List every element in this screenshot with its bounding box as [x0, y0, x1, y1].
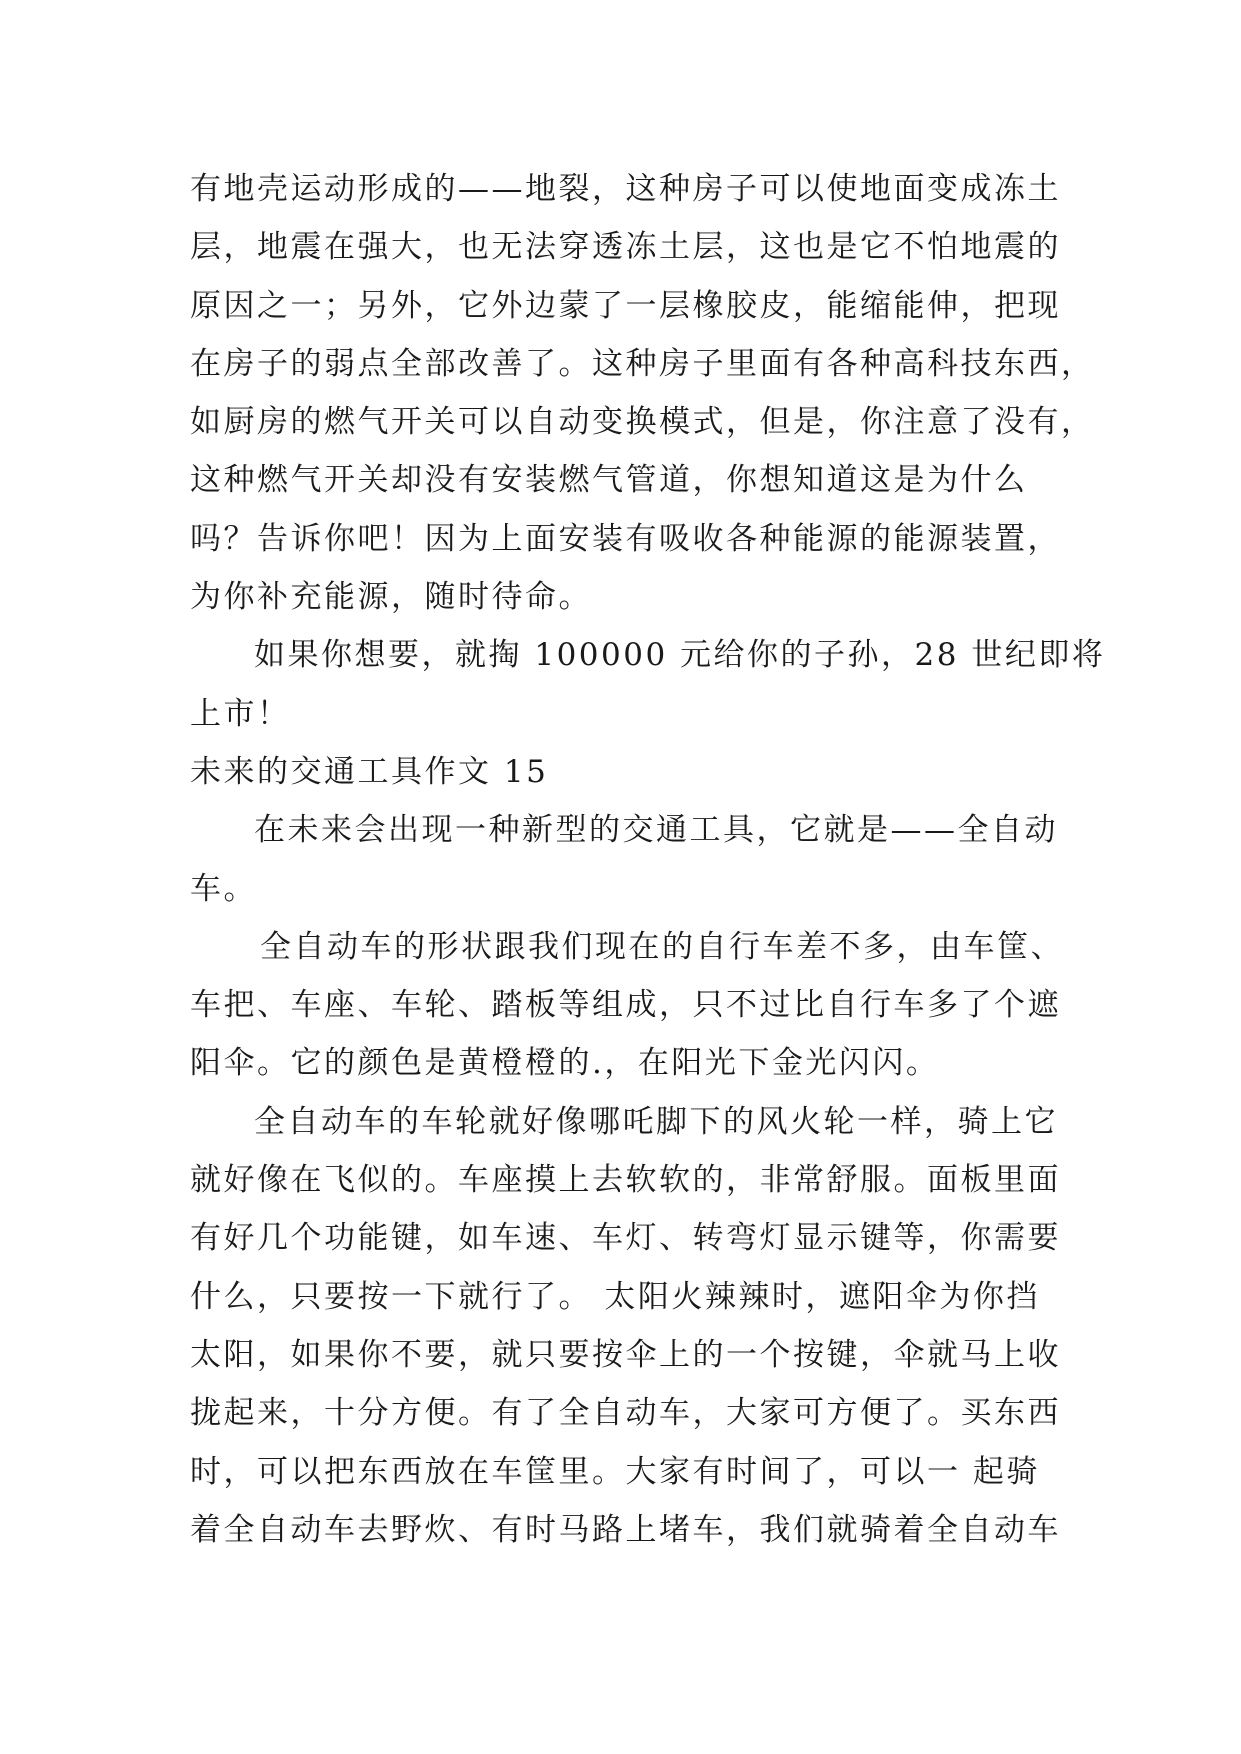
- text-line: 有地壳运动形成的——地裂，这种房子可以使地面变成冻土: [190, 171, 1061, 207]
- text-line: 车。: [190, 870, 257, 907]
- text-line: 如厨房的燃气开关可以自动变换模式，但是，你注意了没有，: [190, 404, 1095, 441]
- text-line: 这种燃气开关却没有安装燃气管道，你想知道这是为什么: [190, 462, 1028, 499]
- text-line: 层，地震在强大，也无法穿透冻土层，这也是它不怕地震的: [190, 229, 1061, 266]
- text-line: 在房子的弱点全部改善了。这种房子里面有各种高科技东西，: [190, 345, 1095, 382]
- text-line: 全自动车的形状跟我们现在的自行车差不多，由车筐、: [260, 928, 1064, 965]
- text-line: 有好几个功能键，如车速、车灯、转弯灯显示键等，你需要: [190, 1220, 1061, 1257]
- text-line: 为你补充能源，随时待命。: [190, 579, 592, 616]
- text-line: 着全自动车去野炊、有时马路上堵车，我们就骑着全自动车: [190, 1511, 1061, 1548]
- text-line: 车把、车座、车轮、踏板等组成，只不过比自行车多了个遮: [190, 987, 1061, 1024]
- text-line: 原因之一；另外，它外边蒙了一层橡胶皮，能缩能伸，把现: [190, 287, 1061, 324]
- text-line: 全自动车的车轮就好像哪吒脚下的风火轮一样，骑上它: [254, 1103, 1058, 1140]
- text-line: 阳伞。它的颜色是黄橙橙的.，在阳光下金光闪闪。: [190, 1045, 940, 1082]
- text-line: 什么，只要按一下就行了。 太阳火辣辣时，遮阳伞为你挡: [190, 1278, 1040, 1315]
- text-line: 时，可以把东西放在车筐里。大家有时间了，可以一 起骑: [190, 1453, 1040, 1490]
- text-line: 太阳，如果你不要，就只要按伞上的一个按键，伞就马上收: [190, 1336, 1061, 1373]
- section-heading: 未来的交通工具作文 15: [190, 753, 549, 790]
- text-line: 在未来会出现一种新型的交通工具，它就是——全自动: [254, 812, 1058, 849]
- text-line: 拢起来，十分方便。有了全自动车，大家可方便了。买东西: [190, 1395, 1061, 1432]
- document-body: [190, 160, 1106, 1559]
- text-line: 如果你想要，就掏 100000 元给你的子孙，28 世纪即将: [254, 637, 1106, 674]
- text-line: 就好像在飞似的。车座摸上去软软的，非常舒服。面板里面: [190, 1162, 1061, 1199]
- text-line: 吗？告诉你吧！因为上面安装有吸收各种能源的能源装置，: [190, 520, 1061, 557]
- text-line: 上市！: [190, 695, 291, 732]
